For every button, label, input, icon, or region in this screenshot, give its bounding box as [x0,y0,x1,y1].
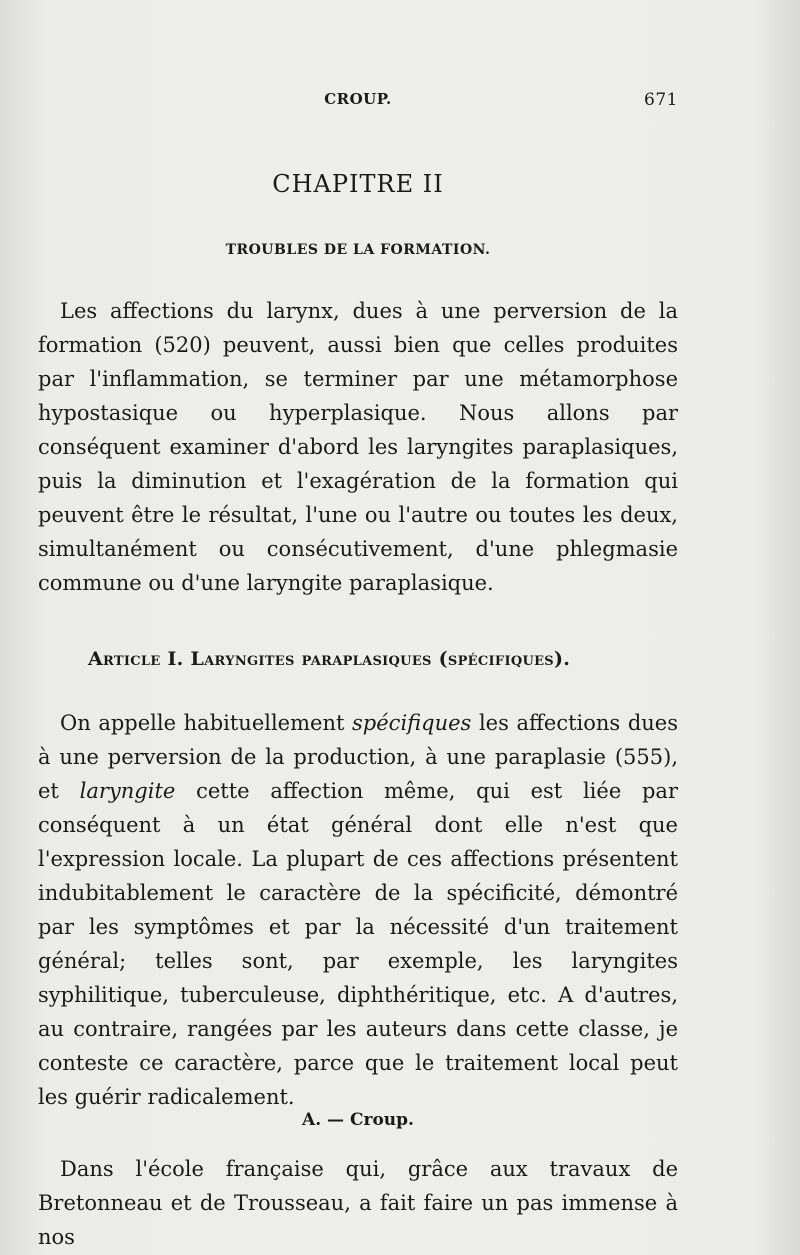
paragraph-2-part2: les affections dues à une perversion de la production, à une paraplasie (555), et [38,711,678,803]
paragraph-1-text: Les affections du larynx, dues à une perversion de la formation (520) peuvent, aussi bien que celles produites par l'inflammation, se terminer par une métamorphose hypostasique ou hyperplasique. Nous allons par conséquent examiner d'abord les laryngites paraplasiques, puis la diminution et l'exagération de la formation qui peuvent être le résultat, l'une ou l'autre ou toutes les deux, simultanément ou consécutivement, d'une phlegmasie commune ou d'une laryngite paraplasique. [38,299,678,595]
article-heading: Article I. Laryngites paraplasiques (spécifiques). [88,648,571,670]
paragraph-3-text: Dans l'école française qui, grâce aux travaux de Bretonneau et de Trousseau, a fait faire un pas immense à nos [38,1157,678,1249]
chapter-title: CHAPITRE II [272,170,444,198]
running-head [38,90,678,114]
paragraph-2 [38,706,678,1114]
running-head-title: CROUP. [324,90,392,108]
paragraph-2-em1: spécifiques [352,711,472,735]
paragraph-2-part3: cette affection même, qui est liée par conséquent à un état général dont elle n'est que l'expression locale. La plupart de ces affections présentent indubitablement le caractère de la spécificité, démontré par les symptômes et par la nécessité d'un traitement général; telles sont, par exemple, les laryngites syphilitique, tuberculeuse, diphthéritique, etc. A d'autres, au contraire, rangées par les auteurs dans cette classe, je conteste ce caractère, parce que le traitement local peut les guérir radicalement. [38,779,678,1109]
paragraph-1 [38,294,678,600]
page-number: 671 [644,90,678,110]
paragraph-2-em2: laryngite [79,779,176,803]
section-heading: A. — Croup. [302,1110,414,1130]
paragraph-3 [38,1152,678,1254]
paragraph-2-part1: On appelle habituellement [60,711,353,735]
chapter-subtitle: TROUBLES DE LA FORMATION. [225,242,491,258]
